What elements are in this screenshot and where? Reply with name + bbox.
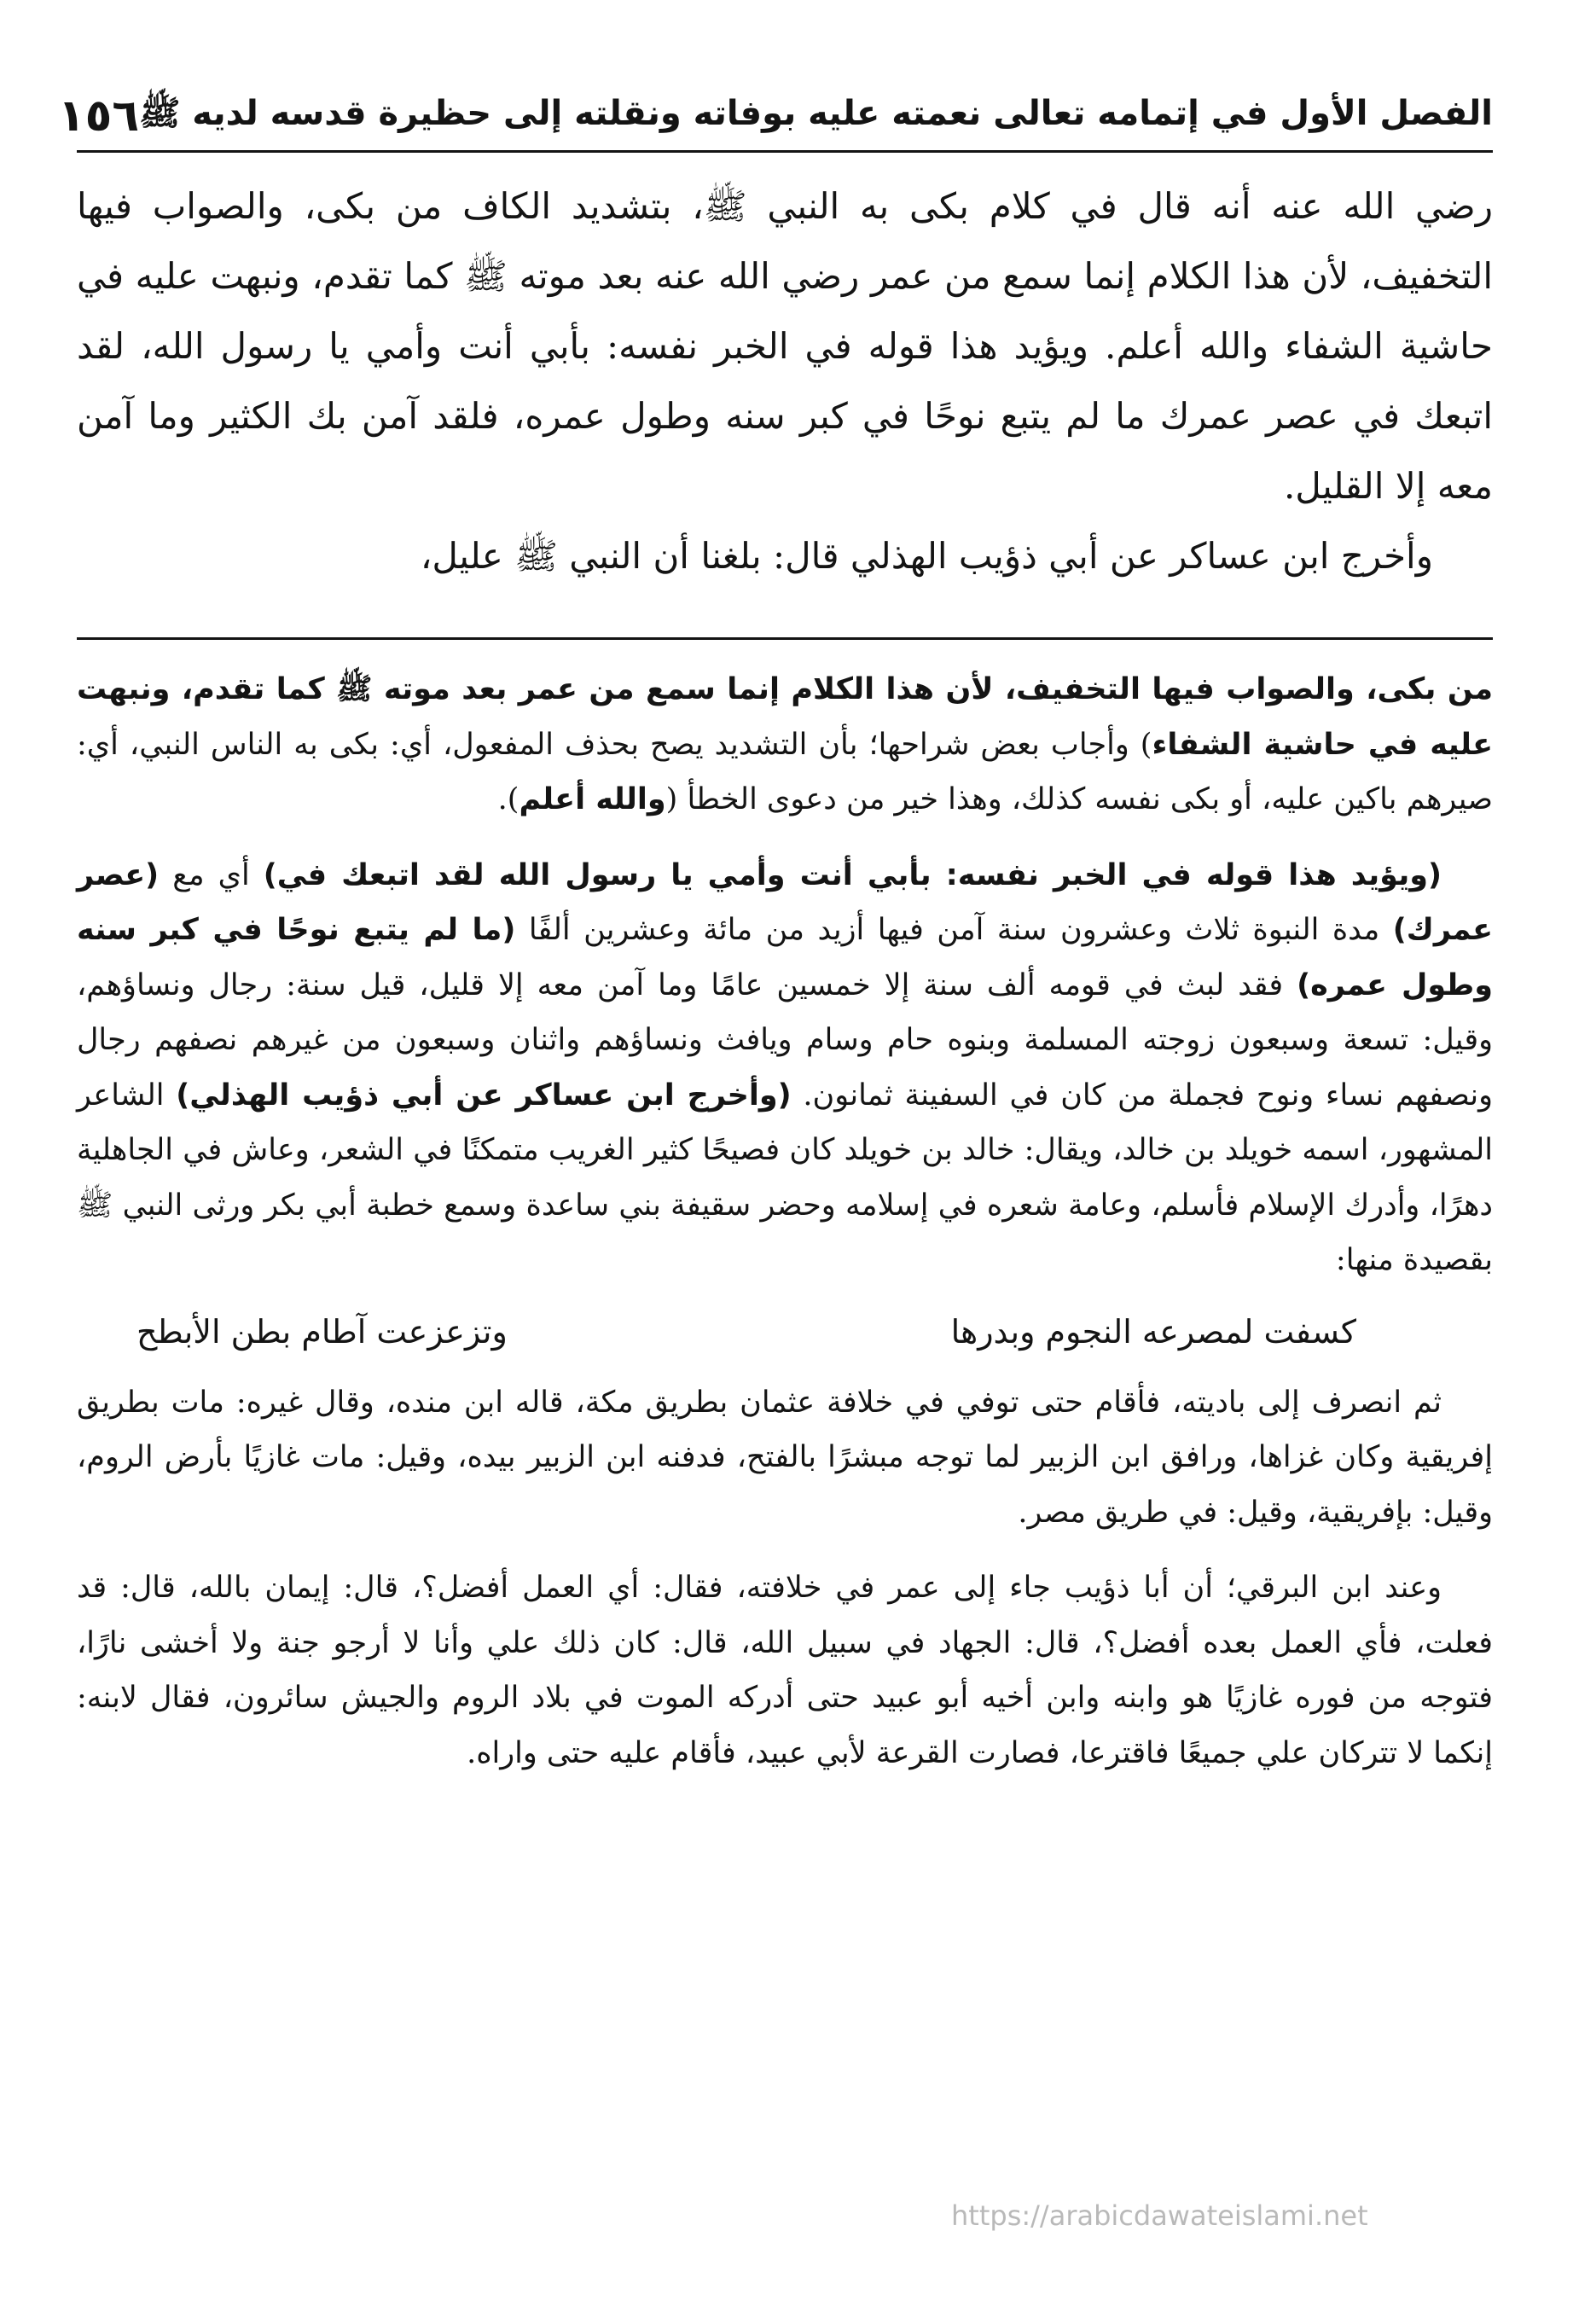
poem-verse [77,1293,1493,1370]
commentary-text: مدة النبوة ثلاث وعشرون سنة آمن فيها أزيد من مائة وعشرين ألفًا [515,913,1393,947]
running-header [57,68,1493,142]
document-page [57,68,1493,2286]
verse-second-hemistich: وتزعزعت آطام بطن الأبطح [136,1312,508,1351]
commentary-paragraph: ثم انصرف إلى باديته، فأقام حتى توفي في خلافة عثمان بطريق مكة، قاله ابن منده، وقال غيره: مات بطريق إفريقية وكان غزاها، ورافق ابن الزبير لما توجه مبشرًا بالفتح، فدفنه ابن الزبير بيده، وقيل: مات غازيًا بأرض الروم، وقيل: بإفريقية، وقيل: في طريق مصر. [77,1385,1493,1530]
quoted-text: (وأخرج ابن عساكر عن أبي ذؤيب الهذلي) [176,1078,792,1113]
commentary-text: ) وأجاب بعض شراحها؛ بأن التشديد يصح بحذف المفعول، أي: بكى به الناس النبي، أي: صيرهم باكين عليه، أو بكى نفسه كذلك، وهذا خير من دعوى الخطأ ( [77,727,1493,816]
commentary [77,662,1493,1781]
main-text [77,171,1493,591]
quoted-text: من بكى، والصواب فيها التخفيف، لأن هذا الكلام إنما سمع من عمر بعد موته ﷺ كما تقدم، ونبهت عليه في حاشية الشفاء [77,672,1493,762]
main-paragraph: وأخرج ابن عساكر عن أبي ذؤيب الهذلي قال: بلغنا أن النبي ﷺ عليل، [420,535,1433,577]
quoted-text: (عصر عمرك) [77,857,1493,947]
main-paragraph: رضي الله عنه أنه قال في كلام بكى به النبي ﷺ، بتشديد الكاف من بكى، والصواب فيها التخفيف، لأن هذا الكلام إنما سمع من عمر رضي الله عنه بعد موته ﷺ كما تقدم، ونبهت عليه في حاشية الشفاء والله أعلم. ويؤيد هذا قوله في الخبر نفسه: بأبي أنت وأمي يا رسول الله، لقد اتبعك في عصر عمرك ما لم يتبع نوحًا في كبر سنه وطول عمره، فلقد آمن بك الكثير وما آمن معه إلا القليل. [77,185,1493,507]
commentary-text: الشاعر المشهور، اسمه خويلد بن خالد، ويقال: خالد بن خويلد كان فصيحًا كثير الغريب متمكنًا في الشعر، وعاش في الجاهلية دهرًا، وأدرك الإسلام فأسلم، وعامة شعره في إسلامه وحضر سقيفة بني ساعدة وسمع خطبة أبي بكر ورثى النبي ﷺ بقصيدة منها: [77,1078,1493,1277]
quoted-text: (ما لم يتبع نوحًا في كبر سنه وطول عمره) [77,913,1493,1002]
commentary-paragraph [77,662,1493,828]
commentary-text: فقد لبث في قومه ألف سنة إلا خمسين عامًا وما آمن معه إلا قليل، قيل سنة: رجال ونساؤهم، وقيل: تسعة وسبعون زوجته المسلمة وبنوه حام وسام ويافث ونساؤهم واثنان وسبعون من غيرهم نصفهم رجال ونصفهم نساء ونوح فجملة من كان في السفينة ثمانون. [77,967,1493,1113]
commentary-text: ). [497,782,519,816]
quoted-text: (ويؤيد هذا قوله في الخبر نفسه: بأبي أنت وأمي يا رسول الله لقد اتبعك في) [263,857,1442,892]
verse-first-hemistich: كسفت لمصرعه النجوم وبدرها [950,1312,1356,1351]
quoted-text: والله أعلم [519,782,666,816]
watermark-url: https://arabicdawateislami.net [951,2199,1368,2232]
page-number: ١٥٦ [57,90,140,142]
commentary-paragraph [77,848,1493,1288]
chapter-title: الفصل الأول في إتمامه تعالى نعمته عليه بوفاته ونقلته إلى حظيرة قدسه لديه ﷺ [139,94,1493,133]
commentary-separator [77,637,1493,640]
commentary-text: أي مع [159,857,264,892]
header-rule [77,150,1493,153]
commentary-paragraph: وعند ابن البرقي؛ أن أبا ذؤيب جاء إلى عمر في خلافته، فقال: أي العمل أفضل؟، قال: إيمان بالله، قال: قد فعلت، فأي العمل بعده أفضل؟، قال: الجهاد في سبيل الله، قال: كان ذلك علي وأنا لا أرجو جنة ولا أخشى نارًا، فتوجه من فوره غازيًا هو وابنه وابن أخيه أبو عبيد حتى أدركه الموت في بلاد الروم والجيش سائرون، فقال لابنه: إنكما لا تتركان علي جميعًا فاقترعا، فصارت القرعة لأبي عبيد، فأقام عليه حتى واراه. [77,1571,1493,1770]
